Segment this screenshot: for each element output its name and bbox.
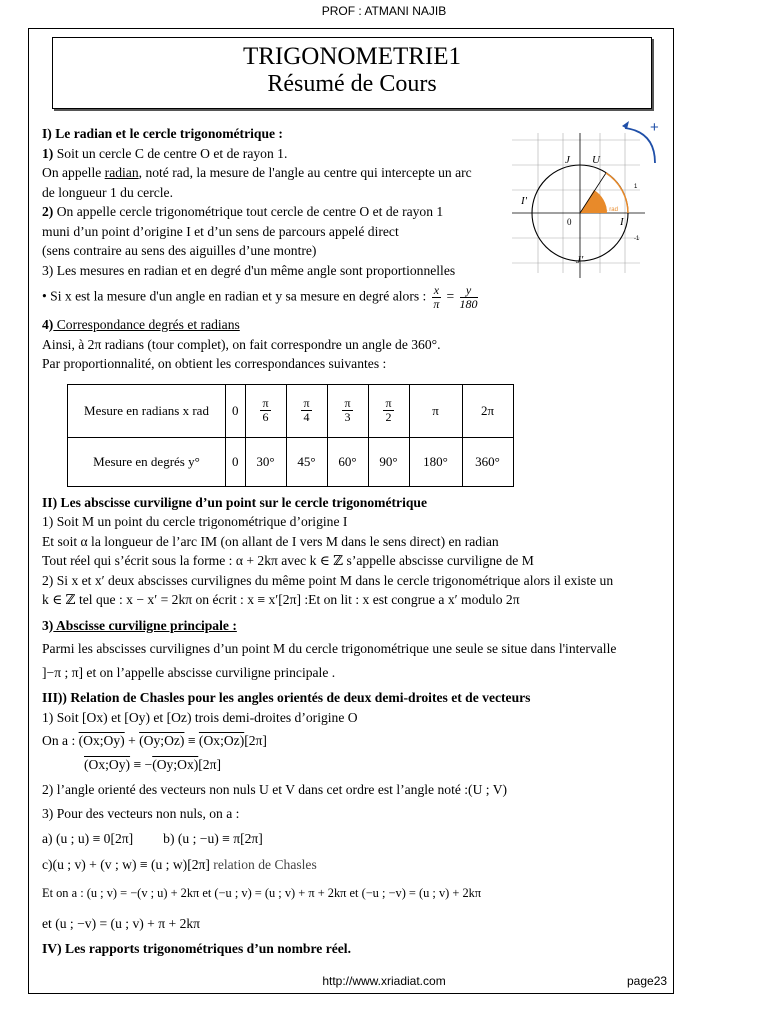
- section3-l6: a) (u ; u) ≡ 0[2π] b) (u ; −u) ≡ π[2π]: [42, 831, 263, 846]
- table-cell: $\frac{\pi}{2}$: [368, 384, 409, 437]
- section3-l4: 2) l’angle orienté des vecteurs non nuls U et V dans cet ordre est l’angle noté :(U ; V): [42, 782, 508, 797]
- table-cell: $\frac{\pi}{3}$: [327, 384, 368, 437]
- label-Jprime: J': [576, 254, 584, 266]
- table-cell: $\frac{\pi}{6}$: [245, 384, 286, 437]
- table-row: [68, 384, 514, 437]
- table-cell: 0: [226, 384, 246, 437]
- section2-l3: Tout réel qui s’écrit sous la forme : α + 2kπ avec k ∈ ℤ s’appelle abscisse curviligne de M: [42, 553, 534, 568]
- label-alpha: α = 1 rad: [594, 207, 618, 213]
- section1-p5: muni d’un point d’origine I et d’un sens de parcours appelé direct: [42, 223, 399, 239]
- table-cell: $\frac{\pi}{4}$: [286, 384, 327, 437]
- section3-l3: (Ox;Oy) ≡ −(Oy;Ox)[2π]: [84, 756, 221, 772]
- svg-text:+: +: [650, 119, 659, 136]
- table-cell: Mesure en degrés y°: [68, 437, 226, 486]
- footer-url-link[interactable]: http://www.xriadiat.com: [322, 974, 446, 988]
- section2-l8: ]−π ; π] et on l’appelle abscisse curviligne principale .: [42, 664, 336, 680]
- section4-heading: IV) Les rapports trigonométriques d’un nombre réel.: [42, 941, 351, 956]
- section1-p4: 2) On appelle cercle trigonométrique tout cercle de centre O et de rayon 1: [42, 204, 444, 219]
- section2-l2: Et soit α la longueur de l’arc IM (on allant de I vers M dans le sens direct) en radian: [42, 533, 499, 549]
- section1-p6: (sens contraire au sens des aiguilles d’une montre): [42, 243, 317, 258]
- section2-l1: 1) Soit M un point du cercle trigonométrique d’origine I: [42, 514, 348, 529]
- label-Iprime: I': [521, 195, 528, 207]
- section3-l8: Et on a : (u ; v) = −(v ; u) + 2kπ et (−u ; v) = (u ; v) + π + 2kπ et (−u ; −v) = (u ; v) + 2kπ: [42, 886, 482, 900]
- title-sub: Résumé de Cours: [267, 71, 437, 97]
- label-O: 0: [567, 217, 572, 227]
- section1-p3: de longueur 1 du cercle.: [42, 184, 173, 200]
- table-cell: 2π: [462, 384, 513, 437]
- table-cell: 180°: [409, 437, 462, 486]
- section1-p7: 3) Les mesures en radian et en degré d'un même angle sont proportionnelles: [42, 262, 456, 278]
- table-cell: Mesure en radians x rad: [68, 384, 226, 437]
- section1-heading: I) Le radian et le cercle trigonométrique :: [42, 126, 283, 141]
- title-box: [52, 37, 652, 109]
- table-cell: 360°: [462, 437, 513, 486]
- section1-p9: 4) Correspondance degrés et radians: [42, 317, 240, 332]
- section1-p10: Ainsi, à 2π radians (tour complet), on fait correspondre un angle de 360°.: [42, 336, 441, 352]
- section1-p8: • Si x est la mesure d'un angle en radian et y sa mesure en degré alors : $\frac{x}{\pi}$ = $\frac{y}{180}$: [42, 283, 478, 311]
- label-U: U: [592, 154, 600, 166]
- table-cell: 30°: [245, 437, 286, 486]
- label-J: J: [565, 154, 570, 166]
- section3-l2: On a : (Ox;Oy) + (Oy;Oz) ≡ (Ox;Oz)[2π]: [42, 733, 267, 748]
- page-number: page23: [627, 974, 668, 988]
- section3-l1: 1) Soit [Ox) et [Oy) et [Oz) trois demi-droites d’origine O: [42, 709, 358, 725]
- section2-l7: Parmi les abscisses curvilignes d’un point M du cercle trigonométrique une seule se situe dans l'intervalle: [42, 641, 617, 656]
- label-1: 1: [634, 184, 638, 190]
- section3-heading: III)) Relation de Chasles pour les angles orientés de deux demi-droites et de vecteurs: [42, 690, 531, 705]
- section3-l5: 3) Pour des vecteurs non nuls, on a :: [42, 805, 240, 821]
- table-cell: 45°: [286, 437, 327, 486]
- section2-l6: 3) Abscisse curviligne principale :: [42, 617, 237, 633]
- table-cell: 0: [226, 437, 246, 486]
- section2-heading: II) Les abscisse curviligne d’un point sur le cercle trigonométrique: [42, 494, 428, 510]
- table-cell: 60°: [327, 437, 368, 486]
- section3-l9: et (u ; −v) = (u ; v) + π + 2kπ: [42, 915, 201, 931]
- section2-l4: 2) Si x et x′ deux abscisses curvilignes du même point M dans le cercle trigonométrique alors il existe un: [42, 572, 614, 588]
- section3-l7: c)(u ; v) + (v ; w) ≡ (u ; w)[2π] relation de Chasles: [42, 856, 317, 872]
- label-minus-1: -1: [634, 236, 640, 242]
- section1-p11: Par proportionnalité, on obtient les correspondances suivantes :: [42, 356, 387, 371]
- section2-l5: k ∈ ℤ tel que : x − x′ = 2kπ on écrit : x ≡ x′[2π] :Et on lit : x est congrue a x′ modulo 2π: [42, 592, 520, 607]
- section1-p2: On appelle radian, noté rad, la mesure de l'angle au centre qui intercepte un arc: [42, 165, 472, 180]
- label-I: I: [620, 216, 624, 228]
- correspondence-table: [67, 384, 514, 487]
- author-header: PROF : ATMANI NAJIB: [321, 4, 447, 18]
- title-main: TRIGONOMETRIE1: [242, 43, 462, 70]
- section1-p1: 1) Soit un cercle C de centre O et de rayon 1.: [42, 145, 288, 161]
- table-cell: π: [409, 384, 462, 437]
- course-content: [42, 124, 672, 959]
- table-cell: 90°: [368, 437, 409, 486]
- table-row: [68, 437, 514, 486]
